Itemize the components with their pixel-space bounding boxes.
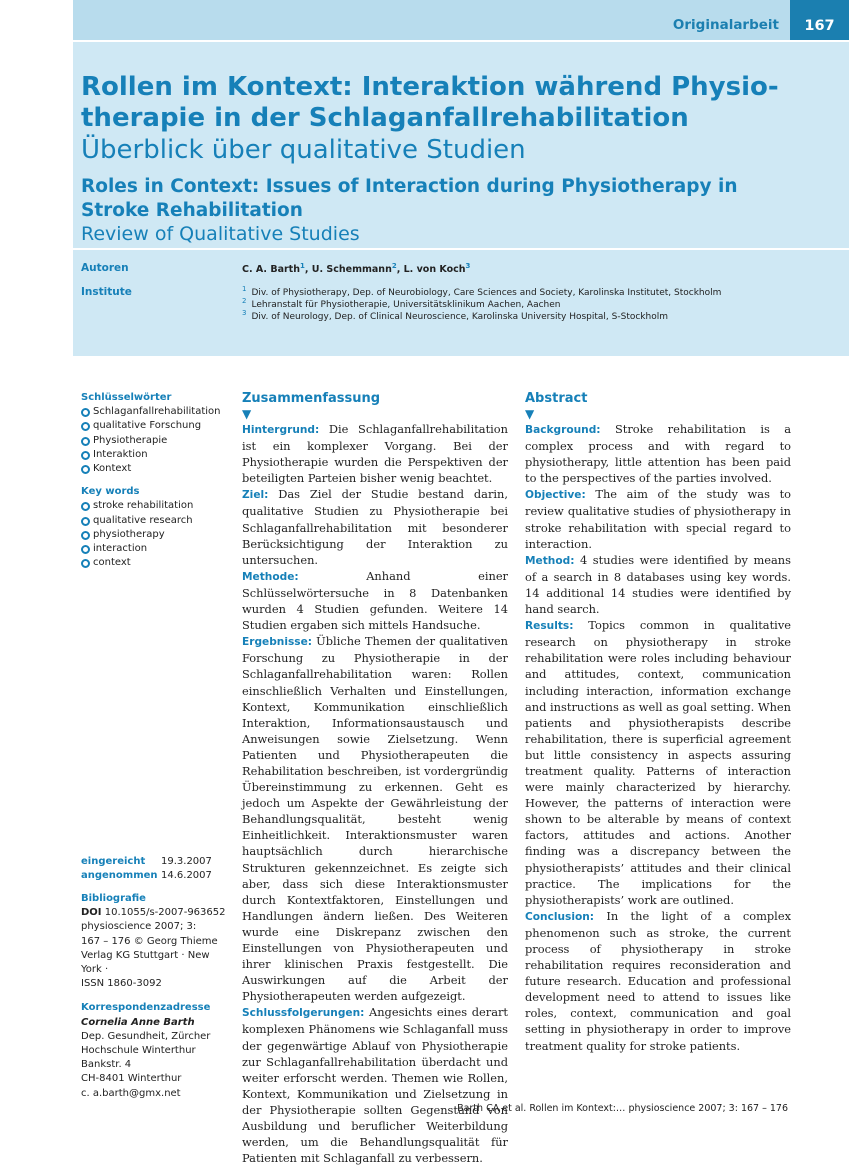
- author-name: L. von Koch: [403, 264, 466, 276]
- received-label: eingereicht: [81, 856, 146, 867]
- dates-block: [81, 855, 212, 883]
- institute-item: [242, 309, 668, 322]
- keyword-item: Kontext: [81, 462, 231, 476]
- keyword-item: context: [81, 556, 231, 570]
- author-sep: ,: [396, 264, 404, 276]
- keywords-panel: [81, 391, 231, 570]
- author-name: C. A. Barth: [242, 264, 300, 276]
- subtitle-english: Review of Qualitative Studies: [81, 223, 360, 245]
- section-label: Objective:: [525, 489, 586, 502]
- correspondence-heading: Korrespondenzadresse: [81, 1002, 211, 1014]
- institute-text: Div. of Physiotherapy, Dep. of Neurobiology, Care Sciences and Society, Karolinska Institutet, Stockholm: [251, 288, 722, 298]
- received-date: 19.3.2007: [161, 856, 212, 867]
- subtitle-german: Überblick über qualitative Studien: [81, 135, 526, 165]
- section-label: Methode:: [242, 570, 299, 583]
- author-list: [242, 262, 470, 275]
- keywords-en-heading: Key words: [81, 486, 140, 498]
- divider: [73, 40, 849, 42]
- section-label: Ergebnisse:: [242, 636, 313, 649]
- doi-line: [81, 906, 231, 920]
- triangle-marker-icon: ▼: [242, 407, 252, 421]
- section-text: 4 studies were identified by means of a search in 8 databases using key words. 14 additional 14 studies were identified by hand search.: [525, 552, 791, 617]
- author-ref: 3: [465, 262, 471, 270]
- section-text: In the light of a complex phenomenon such as stroke, the current process of physiotherapy in stroke rehabilitation requires reconsideration and future research. Education and professional development need to attend to issues like roles, context, communication and goal setting in physiotherapy in order to improve treatment quality for stroke patients.: [525, 908, 791, 1053]
- section-text: Stroke rehabilitation is a complex process and with regard to physiotherapy, little attention has been paid to the perspectives of the parties involved.: [525, 422, 791, 486]
- top-bar: [73, 0, 849, 40]
- bib-line: physioscience 2007; 3:: [81, 921, 197, 933]
- abstract-heading: Zusammenfassung: [242, 391, 381, 406]
- abstract-section: [242, 486, 508, 567]
- bib-line: Verlag KG Stuttgart · New York ·: [81, 949, 210, 976]
- section-label: Results:: [525, 620, 574, 633]
- keyword-item: Interaktion: [81, 448, 231, 462]
- author-name: U. Schemmann: [311, 264, 392, 276]
- institute-text: Lehranstalt für Physiotherapie, Universitätsklinikum Aachen, Aachen: [251, 300, 561, 310]
- rubric-label: Originalarbeit: [672, 17, 779, 33]
- section-text: Die Schlaganfallrehabilitation ist ein komplexer Vorgang. Bei der Physiotherapie wurden die Perspektiven der beteiligten Parteien bisher wenig beachtet.: [242, 422, 509, 486]
- section-label: Background:: [525, 424, 601, 436]
- title-german: Rollen im Kontext: Interaktion während Physiotherapie in der Schlaganfallrehabilitation: [81, 72, 779, 133]
- keyword-item: Schlaganfallrehabilitation: [81, 405, 231, 419]
- address-line: Dep. Gesundheit, Zürcher: [81, 1030, 211, 1042]
- address-line: Hochschule Winterthur: [81, 1045, 196, 1057]
- abstract-english: [525, 391, 791, 1054]
- bib-line: ISSN 1860-3092: [81, 978, 162, 990]
- address-line: CH-8401 Winterthur: [81, 1073, 182, 1085]
- section-label: Conclusion:: [525, 910, 595, 923]
- keyword-item: Physiotherapie: [81, 434, 231, 448]
- page-number: 167: [790, 0, 849, 40]
- section-label: Ziel:: [242, 489, 269, 502]
- keywords-de-heading: Schlüsselwörter: [81, 392, 172, 403]
- authors-label: Autoren: [81, 262, 129, 274]
- institute-number: 2: [242, 297, 247, 305]
- section-text: Anhand einer Schlüsselwörtersuche in 8 Datenbanken wurden 4 Studien gefunden. Weitere 14 Studien ergaben sich mittels Handsuche.: [242, 568, 508, 633]
- institutes-label: Institute: [81, 286, 132, 298]
- title-english: Roles in Context: Issues of Interaction during Physiotherapy in Stroke Rehabilitation: [81, 176, 738, 221]
- institute-number: 1: [242, 285, 247, 293]
- accepted-label: angenommen: [81, 870, 158, 881]
- author-ref: 1: [299, 262, 305, 270]
- abstract-section: [242, 1004, 508, 1166]
- abstract-section: [525, 421, 791, 486]
- keyword-item: stroke rehabilitation: [81, 499, 231, 513]
- author-sep: ,: [304, 264, 312, 276]
- keyword-item: qualitative research: [81, 514, 231, 528]
- bib-line: 167 – 176 © Georg Thieme: [81, 935, 218, 947]
- section-label: Hintergrund:: [242, 424, 320, 436]
- keyword-item: interaction: [81, 542, 231, 556]
- section-text: The aim of the study was to review qualitative studies of physiotherapy in stroke rehabilitation with special regard to interaction.: [525, 487, 791, 551]
- keyword-item: physiotherapy: [81, 528, 231, 542]
- author-ref: 2: [391, 262, 397, 270]
- bibliography-panel: [81, 892, 231, 1101]
- keyword-item: qualitative Forschung: [81, 419, 231, 433]
- institute-number: 3: [242, 309, 247, 317]
- abstract-section: [525, 617, 791, 908]
- abstract-section: [525, 486, 791, 551]
- abstract-section: [525, 552, 791, 617]
- doi-label: DOI: [81, 907, 102, 919]
- triangle-marker-icon: ▼: [525, 407, 535, 421]
- section-label: Method:: [525, 554, 575, 567]
- bibliography-heading: Bibliografie: [81, 893, 146, 904]
- abstract-heading: Abstract: [525, 391, 588, 406]
- abstract-german: [242, 391, 508, 1166]
- doi-value: 10.1055/s-2007-963652: [104, 907, 226, 919]
- section-text: Übliche Themen der qualitativen Forschung zu Physiotherapie in der Schlaganfallrehabilitation waren: Rollen einschließlich Verhalten und Einstellungen, Kontext, Kommunikation einschließlich Interaktion, Informationsaustausch und Anweisungen sowie Zielsetzung. Wenn Patienten und Physiotherapeuten die Rehabilitation beschreiben, ist vordergründig Übereinstimmung zu erkennen. Geht es jedoch um Aspekte der Gewährleistung der Behandlungsqualität, besteht wenig Einheitlichkeit. Interaktionsmuster waren hauptsächlich durch hierarchische Strukturen gekennzeichnet. Es zeigte sich aber, dass sich diese Interaktionsmuster durch Kontextfaktoren, Einstellungen und Handlungen ändern ließen. Des Weiteren wurde eine Diskrepanz zwischen den Einstellungen von Physiotherapeuten und ihrer klinischen Praxis festgestellt. Die Auswirkungen auf die Arbeit der Physiotherapeuten werden aufgezeigt.: [242, 634, 508, 1004]
- section-text: Topics common in qualitative research on physiotherapy in stroke rehabilitation were roles including behaviour and attitudes, context, communication including interaction, information exchange and instructions as well as goal setting. When patients and physiotherapists describe rehabilitation, there is superficial agreement but little consistency in aspects assuring treatment quality. Patterns of interaction were mainly characterized by hierarchy. However, the patterns of interaction were shown to be alterable by means of context factors, attitudes and actions. Another finding was a discrepancy between the physiotherapists’ attitudes and their clinical practice. The implications for the physiotherapists’ work are outlined.: [525, 618, 791, 907]
- abstract-section: [242, 568, 508, 633]
- abstract-section: [525, 908, 791, 1054]
- section-label: Schlussfolgerungen:: [242, 1007, 365, 1020]
- correspondence-name: Cornelia Anne Barth: [81, 1016, 195, 1028]
- email-address[interactable]: c. a.barth@gmx.net: [81, 1087, 181, 1099]
- abstract-section: [242, 633, 508, 1004]
- abstract-section: [242, 421, 508, 486]
- page-footer: Barth CA et al. Rollen im Kontext:… physioscience 2007; 3: 167 – 176: [457, 1103, 788, 1114]
- accepted-date: 14.6.2007: [161, 870, 212, 881]
- divider: [73, 248, 849, 250]
- section-text: Das Ziel der Studie bestand darin, qualitative Studien zu Physiotherapie bei Schlaganfallrehabilitation mit besonderer Berücksichtigung der Interaktion zu untersuchen.: [242, 487, 508, 567]
- section-text: Angesichts eines derart komplexen Phänomens wie Schlaganfall muss der gegenwärtige Ablauf von Physiotherapie zur Schlaganfallrehabilitation überdacht und weiter erforscht werden. Themen wie Rollen, Kontext, Kommunikation und Zielsetzung in der Physiotherapie sollten Gegenstand von Ausbildung und beruflicher Weiterbildung werden, um die Behandlungsqualität für Patienten mit Schlaganfall zu verbessern.: [242, 1005, 509, 1166]
- institute-text: Div. of Neurology, Dep. of Clinical Neuroscience, Karolinska University Hospital, S-Stockholm: [251, 312, 668, 322]
- address-line: Bankstr. 4: [81, 1059, 132, 1071]
